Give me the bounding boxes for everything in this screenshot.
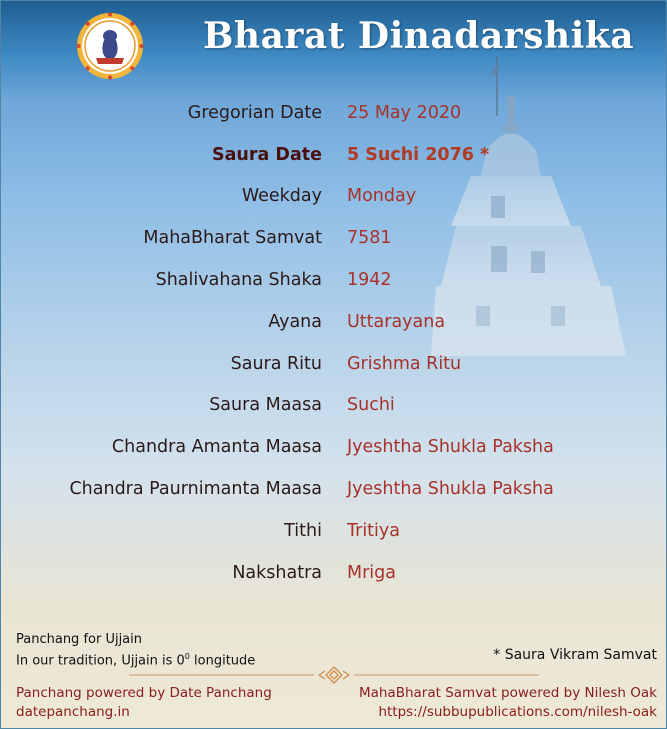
row-label: MahaBharat Samvat (143, 228, 322, 249)
row-value: 1942 (347, 270, 392, 291)
row-weekday (1, 176, 667, 218)
row-value: Grishma Ritu (347, 353, 462, 374)
row-label: Chandra Paurnimanta Maasa (69, 479, 322, 500)
row-value: Jyeshtha Shukla Paksha (347, 437, 554, 458)
date-panchang-link[interactable]: datepanchang.in (16, 704, 130, 720)
row-saura-maasa (1, 385, 667, 427)
date-panchang-credit-text: Panchang powered by Date Panchang (16, 685, 272, 701)
row-label: Tithi (284, 520, 322, 541)
row-value: Mriga (347, 562, 396, 583)
panchang-table (1, 92, 667, 594)
row-tithi (1, 510, 667, 552)
row-saura-ritu (1, 343, 667, 385)
tradition-suffix: longitude (189, 653, 256, 669)
row-value: 7581 (347, 228, 392, 249)
row-gregorian-date (1, 92, 667, 134)
row-value: 25 May 2020 (347, 102, 462, 123)
row-value: 5 Suchi 2076 * (347, 144, 490, 165)
tradition-prefix: In our tradition, Ujjain is 0 (16, 653, 185, 669)
ganesha-logo-icon (76, 12, 144, 80)
row-label: Weekday (241, 186, 322, 207)
row-chandra-amanta-maasa (1, 426, 667, 468)
degree-superscript: 0 (184, 652, 190, 661)
row-value: Tritiya (347, 520, 400, 541)
row-chandra-paurnimanta-maasa (1, 468, 667, 510)
saura-vikram-note: * Saura Vikram Samvat (493, 647, 657, 663)
row-label: Chandra Amanta Maasa (111, 437, 322, 458)
location-note (16, 631, 255, 669)
row-label: Saura Date (212, 144, 322, 165)
page-title: Bharat Dinadarshika (203, 15, 635, 57)
row-label: Nakshatra (232, 562, 322, 583)
ornamental-divider-icon (129, 665, 539, 685)
row-label: Ayana (268, 311, 322, 332)
row-ayana (1, 301, 667, 343)
row-label: Gregorian Date (187, 102, 322, 123)
row-value: Uttarayana (347, 311, 446, 332)
nilesh-oak-credit-text: MahaBharat Samvat powered by Nilesh Oak (358, 685, 657, 701)
row-value: Suchi (347, 395, 395, 416)
date-panchang-credit (16, 684, 272, 722)
row-label: Saura Maasa (209, 395, 322, 416)
nilesh-oak-credit (359, 684, 657, 722)
row-saura-date (1, 134, 667, 176)
location-line: Panchang for Ujjain (16, 632, 143, 647)
row-shalivahana-shaka (1, 259, 667, 301)
nilesh-oak-link[interactable]: https://subbupublications.com/nilesh-oak (378, 704, 657, 720)
row-label: Saura Ritu (230, 353, 322, 374)
row-mahabharat-samvat (1, 217, 667, 259)
row-nakshatra (1, 552, 667, 594)
row-value: Monday (347, 186, 417, 207)
row-label: Shalivahana Shaka (155, 270, 322, 291)
row-value: Jyeshtha Shukla Paksha (347, 479, 554, 500)
